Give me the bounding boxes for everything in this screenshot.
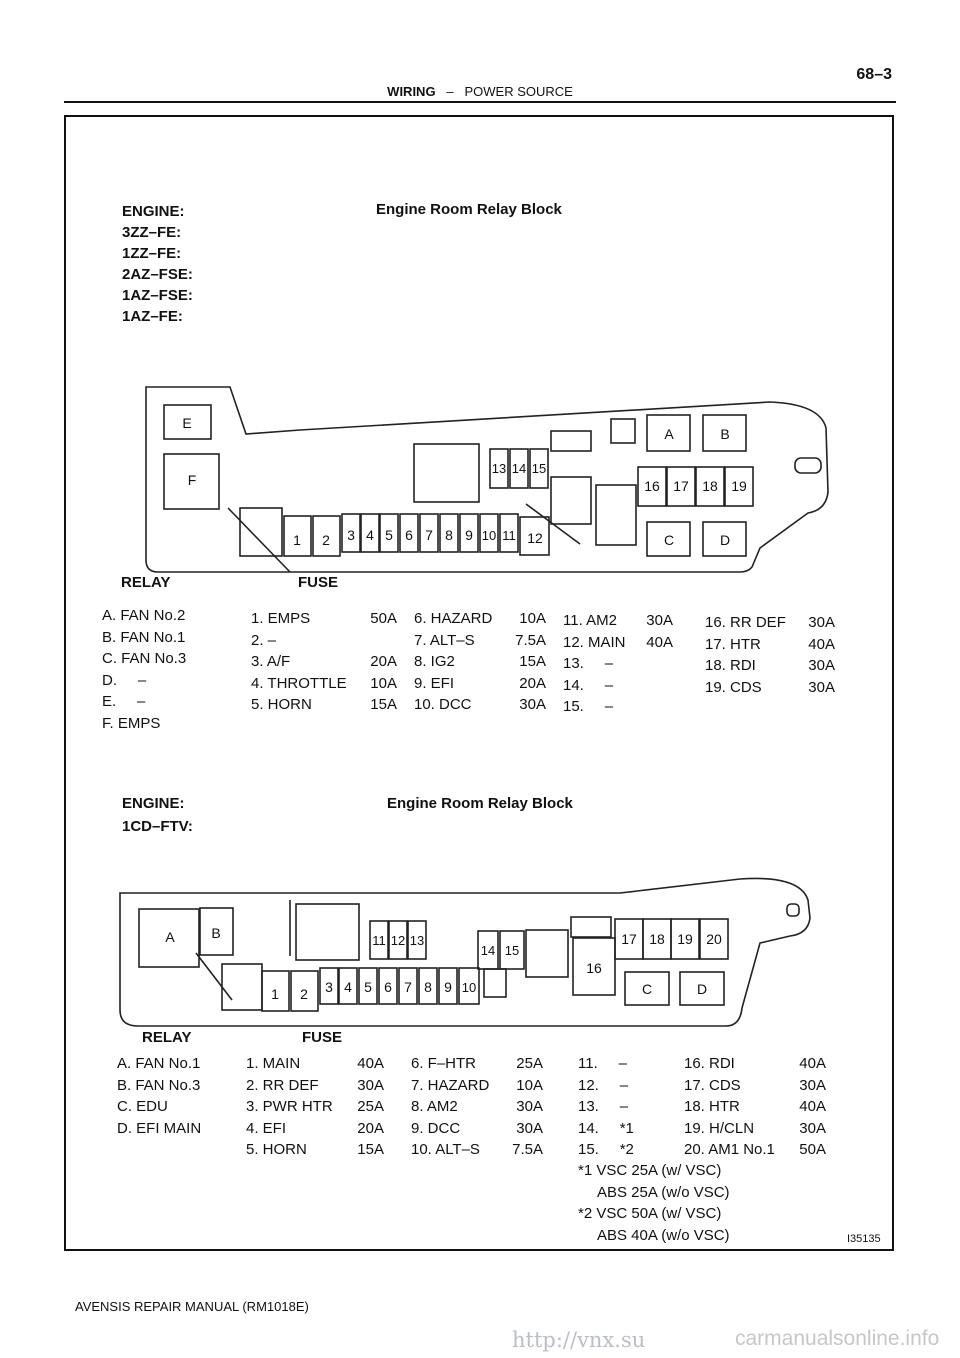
engine-line: ENGINE: bbox=[122, 203, 185, 220]
block1-fuse-col-3 bbox=[563, 610, 673, 718]
fuse-label: 3 bbox=[347, 527, 355, 543]
fuse-label: 9 bbox=[465, 527, 473, 543]
fuse-amp: 15A bbox=[519, 653, 546, 670]
fuse-label: 16 bbox=[644, 478, 660, 494]
fuse-amp: 10A bbox=[519, 610, 546, 627]
fuse-name: 15. *2 bbox=[578, 1141, 634, 1158]
fuse-name: 11. – bbox=[578, 1055, 627, 1072]
fuse-name: 13. – bbox=[578, 1098, 629, 1115]
fuse-name: 5. HORN bbox=[246, 1141, 307, 1158]
spare-socket bbox=[611, 419, 635, 443]
fuse-label: 16 bbox=[586, 960, 602, 976]
block1-fuse-col-4 bbox=[705, 612, 835, 698]
relay-label: C bbox=[663, 532, 675, 548]
relay-item: A. FAN No.2 bbox=[102, 607, 186, 624]
fuse-name: 2. RR DEF bbox=[246, 1076, 319, 1094]
fuse-amp: 20A bbox=[357, 1119, 384, 1137]
fuse-amp: 30A bbox=[516, 1098, 543, 1115]
block1-fuse-col-2 bbox=[414, 608, 546, 716]
fuse-amp bbox=[635, 696, 673, 718]
fuse-amp bbox=[635, 653, 673, 675]
fuse-label: 9 bbox=[444, 979, 452, 995]
page-number: 68–3 bbox=[856, 66, 892, 83]
spare-socket bbox=[414, 444, 479, 502]
watermark-site: carmanualsonline.info bbox=[735, 1327, 940, 1350]
mount-slot bbox=[795, 458, 821, 473]
fuse-amp: 7.5A bbox=[512, 1141, 543, 1158]
fuse-amp: 40A bbox=[799, 1055, 826, 1072]
relay-item: F. EMPS bbox=[102, 714, 161, 732]
relay-item: D. – bbox=[102, 671, 147, 689]
fuse-name: 12. MAIN bbox=[563, 633, 626, 651]
fuse-label: 12 bbox=[390, 933, 406, 948]
relay-item: B. FAN No.3 bbox=[117, 1076, 201, 1094]
fuse-name: 9. EFI bbox=[414, 674, 455, 692]
fuse-amp: 15A bbox=[357, 1141, 384, 1158]
fuse-label: 14 bbox=[480, 943, 496, 958]
spare-socket bbox=[222, 964, 262, 1010]
fuse-name: 11. AM2 bbox=[563, 612, 617, 629]
relay-item: A. FAN No.1 bbox=[117, 1055, 201, 1072]
block1-fuse-heading: FUSE bbox=[298, 574, 339, 591]
spare-socket bbox=[240, 508, 282, 556]
fuse-amp: 20A bbox=[370, 653, 397, 670]
fuse-name: 17. HTR bbox=[705, 635, 761, 653]
block2-diagram bbox=[120, 878, 810, 1026]
relay-item: C. EDU bbox=[117, 1098, 168, 1115]
block2-engine-list bbox=[122, 793, 193, 837]
fuse-amp: 30A bbox=[808, 614, 835, 631]
fuse-label: 11 bbox=[372, 933, 386, 948]
fuse-name: 9. DCC bbox=[411, 1119, 461, 1137]
fuse-name: 14. *1 bbox=[578, 1119, 634, 1137]
fuse-label: 5 bbox=[385, 527, 393, 543]
fuse-name: 10. DCC bbox=[414, 696, 472, 713]
mount-slot bbox=[787, 904, 799, 916]
fuse-amp: 30A bbox=[808, 678, 835, 696]
header-section: WIRING bbox=[387, 84, 436, 99]
fuse-amp: 30A bbox=[799, 1119, 826, 1137]
fuse-label: 8 bbox=[424, 979, 432, 995]
fuse-label: 17 bbox=[673, 478, 689, 494]
block1-title: Engine Room Relay Block bbox=[376, 201, 562, 218]
relay-label: B bbox=[720, 426, 730, 442]
engine-line: ENGINE: bbox=[122, 795, 185, 812]
block2-fuse-col-3 bbox=[578, 1053, 668, 1161]
fuse-label: 11 bbox=[502, 528, 516, 543]
fuse-amp: 25A bbox=[357, 1098, 384, 1115]
fuse-label: 4 bbox=[344, 979, 352, 995]
fuse-label: 19 bbox=[677, 931, 693, 947]
note-line: *1 VSC 25A (w/ VSC) bbox=[578, 1162, 722, 1179]
fuse-label: 12 bbox=[527, 530, 543, 546]
relay-item: E. – bbox=[102, 693, 146, 710]
fuse-label: 1 bbox=[293, 532, 301, 548]
fuse-label: 19 bbox=[731, 478, 747, 494]
block2-fuse-col-2 bbox=[411, 1053, 543, 1161]
block2-relay-heading: RELAY bbox=[142, 1029, 192, 1046]
fuse-amp: 20A bbox=[519, 674, 546, 692]
fuse-name: 6. HAZARD bbox=[414, 610, 493, 627]
relay-label: D bbox=[696, 981, 708, 997]
spare-socket bbox=[571, 917, 611, 937]
fuse-name: 3. PWR HTR bbox=[246, 1098, 333, 1115]
fuse-amp: 30A bbox=[357, 1076, 384, 1094]
fuse-name: 4. EFI bbox=[246, 1119, 287, 1137]
fuse-amp: 10A bbox=[516, 1076, 543, 1094]
fuse-name: 8. IG2 bbox=[414, 653, 455, 670]
block2-notes bbox=[578, 1160, 730, 1246]
relay-label: B bbox=[211, 925, 221, 941]
engine-line: 1ZZ–FE: bbox=[122, 245, 182, 262]
fuse-name: 3. A/F bbox=[251, 653, 291, 670]
fuse-amp: 30A bbox=[516, 1119, 543, 1137]
spare-socket bbox=[296, 904, 359, 960]
fuse-label: 1 bbox=[271, 986, 279, 1002]
fuse-amp: 40A bbox=[799, 1098, 826, 1115]
fuse-name: 18. HTR bbox=[684, 1098, 740, 1115]
fuse-name: 7. ALT–S bbox=[414, 631, 475, 649]
fuse-amp: 15A bbox=[370, 696, 397, 713]
fuse-label: 13 bbox=[409, 933, 425, 948]
fuse-name: 5. HORN bbox=[251, 696, 312, 713]
relay-label: E bbox=[182, 415, 192, 431]
relay-label: F bbox=[187, 472, 197, 488]
block2-title: Engine Room Relay Block bbox=[387, 795, 573, 812]
fuse-name: 2. – bbox=[251, 631, 277, 649]
relay-item: B. FAN No.1 bbox=[102, 628, 186, 646]
relay-item: C. FAN No.3 bbox=[102, 650, 187, 667]
fuse-name: 17. CDS bbox=[684, 1076, 741, 1094]
header-separator: – bbox=[446, 84, 454, 99]
footer-text: AVENSIS REPAIR MANUAL (RM1018E) bbox=[75, 1299, 309, 1314]
spare-socket bbox=[551, 431, 591, 451]
fuse-label: 6 bbox=[384, 979, 392, 995]
spare-socket bbox=[484, 969, 506, 997]
fuse-name: 18. RDI bbox=[705, 657, 756, 674]
block1-fuse-col-1 bbox=[251, 608, 397, 716]
fuse-label: 3 bbox=[325, 979, 333, 995]
fuse-label: 2 bbox=[300, 986, 308, 1002]
fuse-amp: 30A bbox=[519, 696, 546, 713]
note-line: ABS 40A (w/o VSC) bbox=[597, 1226, 730, 1244]
fuse-name: 19. CDS bbox=[705, 678, 762, 696]
fuse-name: 1. MAIN bbox=[246, 1055, 301, 1072]
fuse-amp: 30A bbox=[799, 1076, 826, 1094]
watermark-link[interactable]: http://vnx.su bbox=[512, 1328, 646, 1352]
engine-line: 1AZ–FSE: bbox=[122, 287, 193, 304]
note-line: *2 VSC 50A (w/ VSC) bbox=[578, 1205, 722, 1222]
fuse-amp: 40A bbox=[646, 633, 673, 651]
fuse-name: 7. HAZARD bbox=[411, 1076, 490, 1094]
fuse-name: 6. F–HTR bbox=[411, 1055, 477, 1072]
fuse-label: 10 bbox=[461, 980, 477, 995]
spare-socket bbox=[526, 930, 568, 977]
fuse-name: 19. H/CLN bbox=[684, 1119, 755, 1137]
relay-item: D. EFI MAIN bbox=[117, 1119, 202, 1137]
fuse-amp: 10A bbox=[370, 674, 397, 692]
fuse-name: 20. AM1 No.1 bbox=[684, 1141, 775, 1158]
fuse-label: 14 bbox=[511, 461, 527, 476]
block1-diagram-labels bbox=[182, 415, 747, 548]
block1-relay-list bbox=[102, 605, 186, 734]
engine-line: 1AZ–FE: bbox=[122, 308, 183, 325]
block2-relay-list bbox=[117, 1053, 201, 1139]
block2-bevel bbox=[196, 953, 232, 1000]
fuse-label: 8 bbox=[445, 527, 453, 543]
fuse-amp: 30A bbox=[646, 612, 673, 629]
engine-line: 3ZZ–FE: bbox=[122, 224, 182, 241]
fuse-label: 5 bbox=[364, 979, 372, 995]
figure-code: I35135 bbox=[847, 1233, 881, 1245]
fuse-label: 4 bbox=[366, 527, 374, 543]
fuse-name: 12. – bbox=[578, 1076, 629, 1094]
fuse-amp: 30A bbox=[808, 657, 835, 674]
fuse-amp: 25A bbox=[516, 1055, 543, 1072]
fuse-label: 7 bbox=[404, 979, 412, 995]
fuse-label: 20 bbox=[706, 931, 722, 947]
block1-relay-heading: RELAY bbox=[121, 574, 171, 591]
fuse-amp: 50A bbox=[370, 610, 397, 627]
engine-line: 2AZ–FSE: bbox=[122, 266, 193, 283]
fuse-amp bbox=[635, 675, 673, 697]
fuse-amp: 50A bbox=[799, 1141, 826, 1158]
fuse-name: 10. ALT–S bbox=[411, 1141, 480, 1158]
fuse-name: 16. RDI bbox=[684, 1055, 735, 1072]
relay-label: D bbox=[719, 532, 731, 548]
relay-label: A bbox=[664, 426, 674, 442]
fuse-name: 13. – bbox=[563, 655, 614, 672]
fuse-amp: 7.5A bbox=[515, 631, 546, 649]
spare-socket bbox=[551, 477, 591, 524]
fuse-label: 13 bbox=[491, 461, 507, 476]
fuse-name: 4. THROTTLE bbox=[251, 674, 347, 692]
fuse-name: 16. RR DEF bbox=[705, 614, 786, 631]
fuse-label: 18 bbox=[649, 931, 665, 947]
fuse-label: 15 bbox=[504, 943, 520, 958]
relay-label: A bbox=[165, 929, 175, 945]
fuse-label: 17 bbox=[621, 931, 637, 947]
fuse-name: 8. AM2 bbox=[411, 1098, 458, 1115]
relay-label: C bbox=[641, 981, 653, 997]
fuse-amp: 40A bbox=[808, 635, 835, 653]
fuse-label: 2 bbox=[322, 532, 330, 548]
note-line: ABS 25A (w/o VSC) bbox=[597, 1183, 730, 1201]
fuse-amp: 40A bbox=[357, 1055, 384, 1072]
block2-fuse-heading: FUSE bbox=[302, 1029, 343, 1046]
block2-fuse-col-4 bbox=[684, 1053, 826, 1161]
block1-bevel bbox=[228, 508, 290, 572]
fuse-label: 7 bbox=[425, 527, 433, 543]
fuse-name: 1. EMPS bbox=[251, 610, 311, 627]
spare-socket bbox=[596, 485, 636, 545]
engine-line: 1CD–FTV: bbox=[122, 818, 193, 835]
fuse-amp bbox=[357, 630, 397, 652]
header-subsection: POWER SOURCE bbox=[464, 84, 573, 99]
fuse-label: 6 bbox=[405, 527, 413, 543]
fuse-label: 18 bbox=[702, 478, 718, 494]
fuse-label: 10 bbox=[481, 528, 497, 543]
fuse-label: 15 bbox=[531, 461, 547, 476]
fuse-name: 15. – bbox=[563, 698, 614, 715]
block2-fuse-col-1 bbox=[246, 1053, 384, 1161]
fuse-name: 14. – bbox=[563, 676, 614, 694]
